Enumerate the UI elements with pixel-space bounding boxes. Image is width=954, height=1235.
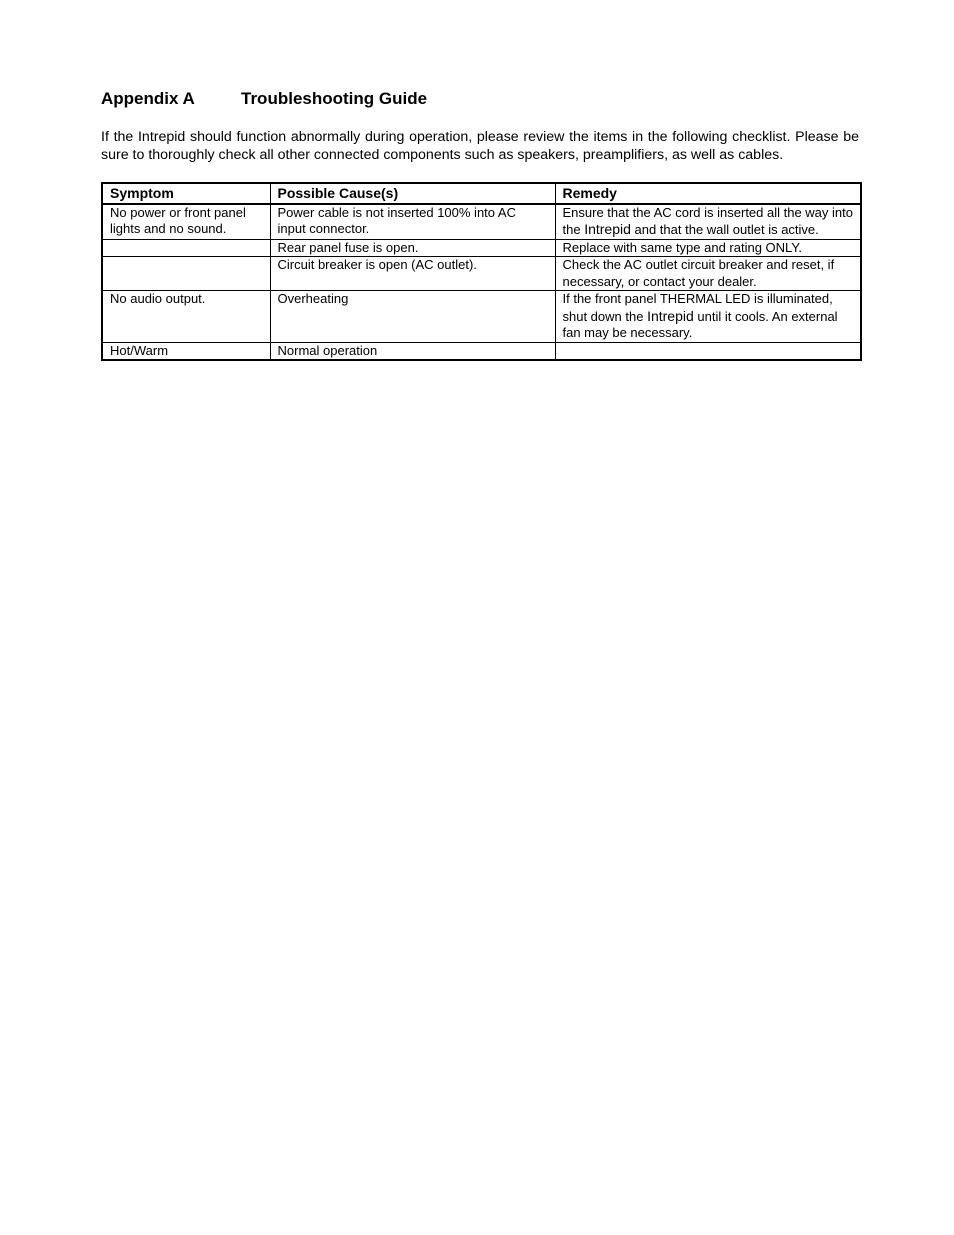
- remedy-text-a: Ensure that the AC cord is inserted all the way into the: [562, 204, 853, 237]
- troubleshooting-table: [101, 182, 862, 361]
- symptom-cell: [102, 257, 270, 291]
- header-cause: Possible Cause(s): [270, 183, 555, 204]
- cause-cell: Overheating: [270, 291, 555, 343]
- remedy-text-b: until it cools. An external fan may be necessary.: [562, 308, 838, 340]
- table-row: [102, 342, 861, 360]
- remedy-cell: Check the AC outlet circuit breaker and reset, if necessary, or contact your dealer.: [555, 257, 861, 291]
- table-row: [102, 291, 861, 343]
- page-title: [101, 88, 859, 110]
- remedy-cell: [555, 291, 861, 343]
- symptom-cell: [102, 239, 270, 257]
- appendix-label: Appendix A: [101, 89, 195, 108]
- cause-cell: Power cable is not inserted 100% into AC input connector.: [270, 204, 555, 240]
- remedy-cell: [555, 204, 861, 240]
- cause-cell: Rear panel fuse is open.: [270, 239, 555, 257]
- brand-name: Intrepid: [584, 221, 631, 237]
- table-row: [102, 239, 861, 257]
- symptom-cell: No power or front panel lights and no sound.: [102, 204, 270, 240]
- cause-cell: Normal operation: [270, 342, 555, 360]
- remedy-cell: [555, 342, 861, 360]
- appendix-title: Troubleshooting Guide: [241, 89, 428, 108]
- table-row: [102, 204, 861, 240]
- remedy-cell: Replace with same type and rating ONLY.: [555, 239, 861, 257]
- symptom-cell: No audio output.: [102, 291, 270, 343]
- brand-name: Intrepid: [647, 307, 694, 324]
- remedy-text-a: If the front panel THERMAL LED is illuminated, shut down the: [562, 291, 833, 324]
- intro-paragraph: If the Intrepid should function abnormally during operation, please review the items in the following checklist. Please be sure to thoroughly check all other connected components such as speakers, preamplifiers, as well as cables.: [101, 129, 859, 163]
- table-header-row: [102, 183, 861, 204]
- remedy-text-b: and that the wall outlet is active.: [630, 222, 819, 237]
- table-row: [102, 257, 861, 291]
- symptom-cell: Hot/Warm: [102, 342, 270, 360]
- cause-cell: Circuit breaker is open (AC outlet).: [270, 257, 555, 291]
- document-page: [101, 88, 859, 361]
- header-symptom: Symptom: [102, 183, 270, 204]
- header-remedy: Remedy: [555, 183, 861, 204]
